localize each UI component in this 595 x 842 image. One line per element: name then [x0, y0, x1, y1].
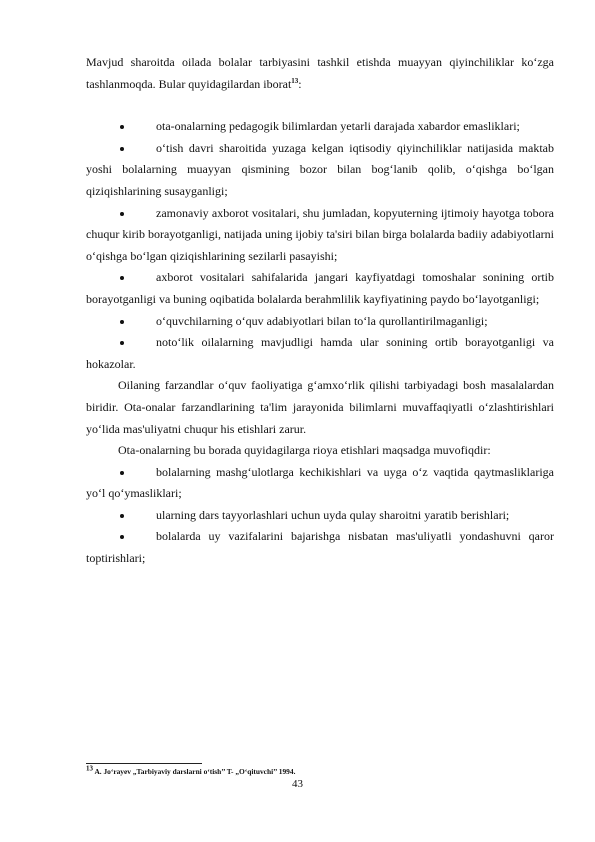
list-item-label: noto‘lik oilalarning mavjudligi hamda ular sonining ortib borayotganligi va hokazolar. — [86, 335, 554, 371]
list-item — [86, 311, 554, 333]
list-item-text — [86, 332, 554, 375]
bullet-icon — [120, 320, 124, 324]
list-item-label: o‘quvchilarning o‘quv adabiyotlari bilan to‘la qurollantirilmaganligi; — [156, 313, 488, 328]
list-item — [86, 462, 554, 505]
paragraph-recommendations: Ota-onalarning bu borada quyidagilarga rioya etishlari maqsadga muvofiqdir: — [118, 443, 491, 458]
list-item-text — [86, 138, 554, 203]
bullet-icon — [120, 212, 124, 216]
intro-end: : — [298, 76, 302, 91]
list-item — [86, 138, 554, 203]
list-item-text — [86, 203, 554, 268]
bullet-icon — [120, 147, 124, 151]
list-item-text — [86, 462, 554, 505]
footnote-divider — [86, 763, 202, 764]
paragraph-parents-care: Oilaning farzandlar o‘quv faoliyatiga g‘amxo‘rlik qilishi tarbiyadagi bosh masalalardan biridir. Ota-onalar farzandlarining ta'lim jarayonida bilimlarni muvaffaqiyatli o‘zlashtirishlari yo‘lida mas'uliyatni chuqur his etishlari zarur. — [86, 378, 554, 436]
list-item — [86, 505, 554, 527]
bullet-icon — [120, 471, 124, 475]
list-item-text — [86, 267, 554, 310]
intro-paragraph — [86, 52, 554, 95]
footnote-number: 13 — [86, 764, 93, 773]
list-item — [86, 267, 554, 310]
list-item-label: o‘tish davri sharoitida yuzaga kelgan iqtisodiy qiyinchiliklar natijasida maktab yoshi bolalarning muayyan qismining bozor bilan bog‘lanib qolib, o‘qishga bo‘lgan qiziqishlarining susayganligi; — [86, 140, 554, 198]
spacer — [86, 95, 554, 116]
list-item-text — [86, 526, 554, 569]
footnote-text: A. Jo‘rayev „Tarbiyaviy darslarni o‘tish’’ T- „O‘qituvchi’’ 1994. — [93, 767, 296, 776]
list-item — [86, 116, 554, 138]
list-item-label: axborot vositalari sahifalarida jangari kayfiyatdagi tomoshalar sonining ortib borayotganligi va buning oqibatida bolalarda berahmlilik kayfiyatining paydo bo‘layotganligi; — [86, 270, 554, 306]
list-item — [86, 332, 554, 375]
list-item-text — [86, 505, 554, 527]
list-item-text — [86, 311, 554, 333]
list-item-label: ota-onalarning pedagogik bilimlardan yetarli darajada xabardor emasliklari; — [156, 119, 520, 134]
page-content — [86, 52, 554, 570]
list-item-label: zamonaviy axborot vositalari, shu jumladan, kopyuterning ijtimoiy hayotga tobora chuqur kirib borayotganligi, natijada uning ijobiy ta'siri bilan birga bolalarda badiiy adabiyotlarni o‘qishga bo‘lgan qiziqishlarining sezilarli pasayishi; — [86, 205, 554, 263]
footnote-ref: 13 — [291, 76, 299, 85]
bullet-icon — [120, 514, 124, 518]
list-item-label: ularning dars tayyorlashlari uchun uyda qulay sharoitni yaratib berishlari; — [156, 507, 510, 522]
page-number: 43 — [292, 778, 303, 790]
list-item-text — [86, 116, 554, 138]
list-item — [86, 526, 554, 569]
list-item-label: bolalarning mashg‘ulotlarga kechikishlari va uyga o‘z vaqtida qaytmasliklariga yo‘l qo‘ymasliklari; — [86, 464, 554, 501]
list-item — [86, 203, 554, 268]
list-item-label: bolalarda uy vazifalarini bajarishga nisbatan mas'uliyatli yondashuvni qaror toptirishlari; — [86, 529, 554, 566]
footnote — [86, 764, 296, 776]
intro-text: Mavjud sharoitda oilada bolalar tarbiyasini tashkil etishda muayyan qiyinchiliklar ko‘zga tashlanmoqda. Bular quyidagilardan iborat — [86, 55, 554, 91]
